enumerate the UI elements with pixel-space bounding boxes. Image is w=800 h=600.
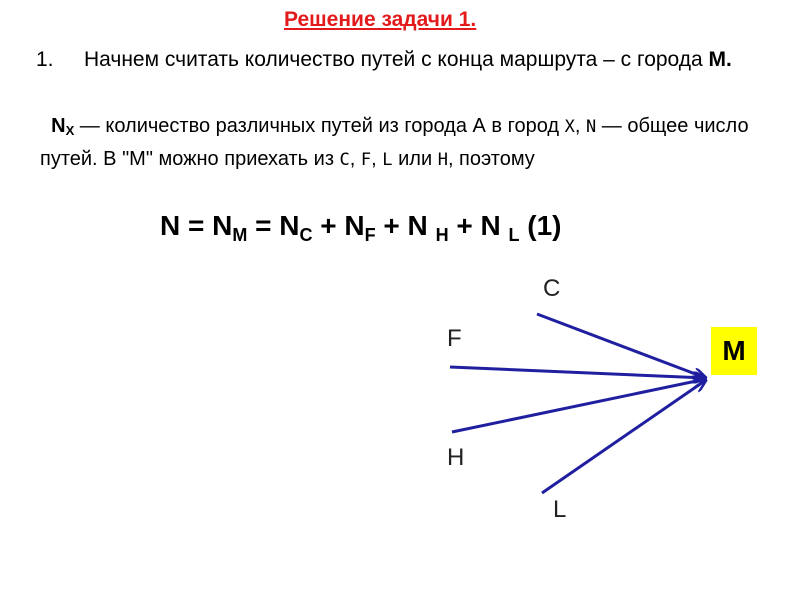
list-text-main: Начнем считать количество путей с конца маршрута – с города bbox=[84, 48, 709, 71]
node-label-c: C bbox=[543, 275, 561, 302]
nx-symbol: $N_X$ bbox=[51, 115, 75, 138]
formula: $N = N_M = N_C + N_F + N$ $_H$ + N $_L$ (1) bbox=[160, 210, 562, 245]
para-text-2: в город bbox=[485, 115, 565, 137]
para-city-a: А bbox=[472, 115, 486, 137]
para-text-8: , поэтому bbox=[447, 148, 535, 170]
para-x: X bbox=[564, 117, 575, 137]
node-label-f: F bbox=[447, 325, 462, 352]
solution-title: Решение задачи 1. bbox=[284, 8, 477, 31]
para-text-4: — общее число путей. В "М" можно приехать из bbox=[40, 115, 749, 170]
list-text-city: М. bbox=[708, 48, 732, 71]
arrow-c-to-m bbox=[537, 314, 706, 378]
para-f: F bbox=[360, 150, 372, 170]
para-text-6: , bbox=[371, 148, 383, 170]
list-number: 1. bbox=[36, 48, 54, 71]
para-text-1: — количество различных путей из города bbox=[74, 115, 473, 137]
para-l: L bbox=[382, 150, 393, 170]
arrow-f-to-m bbox=[450, 367, 706, 378]
node-label-l: L bbox=[553, 496, 567, 523]
para-h: H bbox=[437, 150, 448, 170]
para-c: C bbox=[339, 150, 350, 170]
node-label-h: H bbox=[447, 444, 465, 471]
para-text-7: или bbox=[392, 148, 438, 170]
node-m-box: M bbox=[711, 327, 757, 375]
para-n: N bbox=[585, 117, 597, 137]
para-text-5: , bbox=[349, 148, 361, 170]
para-text-3: , bbox=[574, 115, 586, 137]
